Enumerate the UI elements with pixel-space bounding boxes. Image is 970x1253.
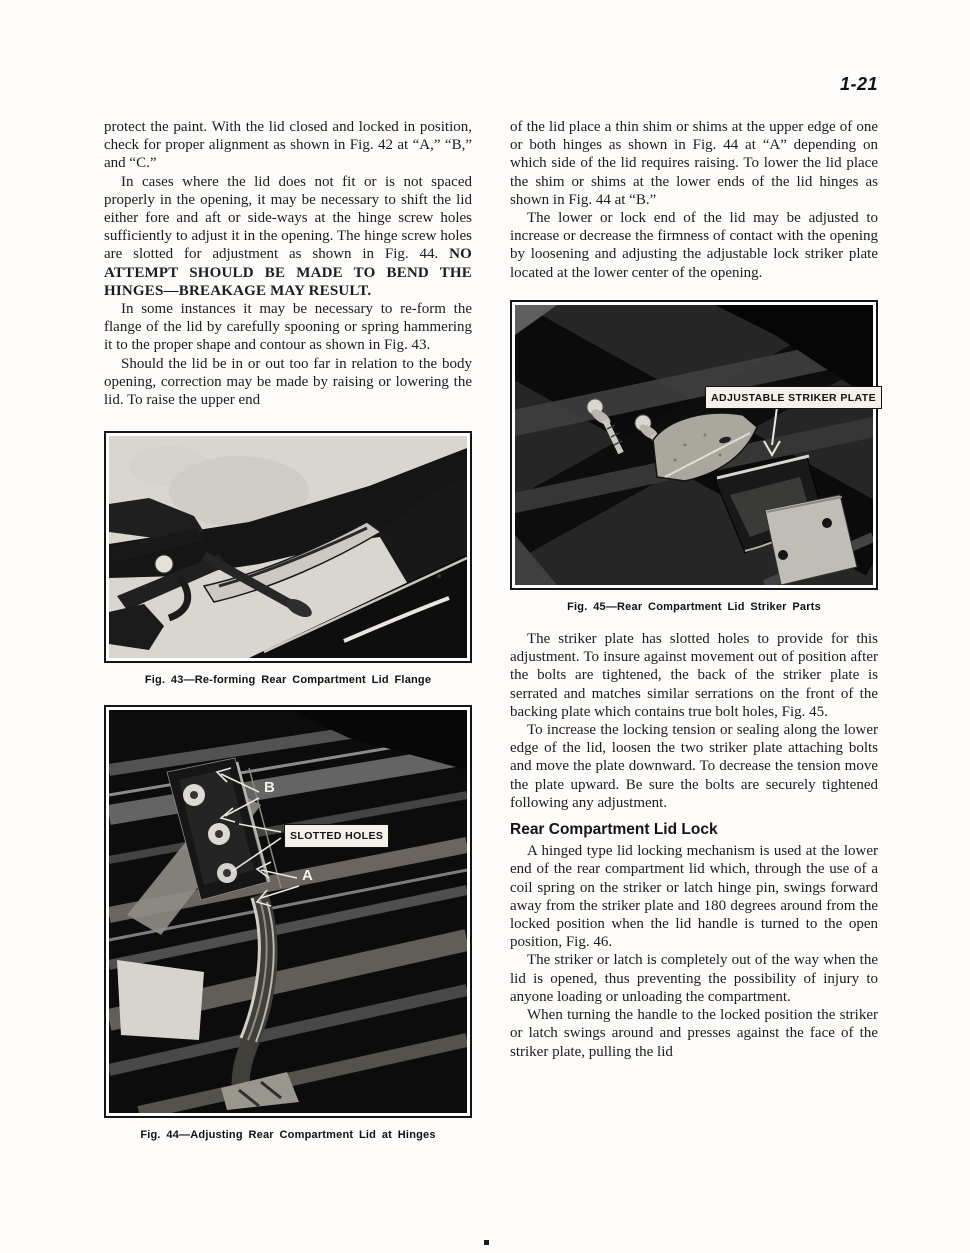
- warning-text: NO ATTEMPT SHOULD BE MADE TO BEND THE HINGES—BREAKAGE MAY RESULT.: [104, 246, 472, 299]
- figure-45-caption: Fig. 45—Rear Compartment Lid Striker Parts: [567, 600, 821, 613]
- scan-artifact-dot: [484, 1240, 489, 1245]
- figure-44-label-a: A: [302, 867, 314, 885]
- paragraph: Should the lid be in or out too far in relation to the body opening, correction may be made by raising or lowering the lid. To raise the upper end: [104, 355, 472, 409]
- paragraph: The lower or lock end of the lid may be adjusted to increase or decrease the firmness of contact with the opening by loosening and adjusting the adjustable lock striker plate located at the lower center of the opening.: [510, 210, 878, 281]
- figure-43-art: [109, 436, 467, 658]
- figure-45-photo: [510, 300, 878, 590]
- figure-44-label-b: B: [264, 779, 276, 797]
- figure-43-caption: Fig. 43—Re-forming Rear Compartment Lid Flange: [144, 674, 432, 687]
- figure-44-label-slotted-holes: SLOTTED HOLES: [284, 824, 389, 847]
- paragraph: The striker or latch is completely out of the way when the lid is opened, thus preventing the possibility of injury to anyone loading or unloading the compartment.: [510, 952, 878, 1005]
- paragraph: A hinged type lid locking mechanism is used at the lower end of the rear compartment lid which, through the use of a coil spring on the striker or latch hinge pin, swings forward away from the striker plate and 180 degrees around from the locked position when the lid handle is turned to the open position, Fig. 46.: [510, 843, 878, 951]
- left-column: [104, 118, 472, 1145]
- paragraph: [104, 173, 472, 300]
- paragraph: of the lid place a thin shim or shims at the upper edge of one or both hinges as shown in Fig. 44 at “A” depending on which side of the lid requires raising. To lower the lid place the shim or shims at the lower ends of the lid hinges as shown in Fig. 44 at “B.”: [510, 119, 878, 208]
- section-heading: Rear Compartment Lid Lock: [510, 821, 718, 839]
- paragraph: In some instances it may be necessary to re-form the flange of the lid by carefully spooning or spring hammering it to the proper shape and contour as shown in Fig. 43.: [104, 301, 472, 354]
- figure-44-photo: [104, 705, 472, 1118]
- figure-44-art: [109, 710, 467, 1113]
- figure-43-photo: [104, 431, 472, 663]
- paragraph: When turning the handle to the locked position the striker or latch swings around and presses against the face of the striker plate, pulling the lid: [510, 1007, 878, 1060]
- paragraph: To increase the locking tension or sealing along the lower edge of the lid, loosen the two striker plate attaching bolts and move the plate downward. To decrease the tension move the plate upward. Be sure the bolts are securely tightened following any adjustment.: [510, 722, 878, 811]
- figure-44-caption: Fig. 44—Adjusting Rear Compartment Lid at Hinges: [140, 1129, 436, 1142]
- figure-45-label-adjustable-striker-plate: ADJUSTABLE STRIKER PLATE: [705, 386, 882, 409]
- paragraph: The striker plate has slotted holes to provide for this adjustment. To insure against movement out of position after the bolts are tightened, the back of the striker plate is serrated and matches similar serrations on the front of the backing plate which contains true bolt holes, Fig. 45.: [510, 631, 878, 720]
- paragraph: protect the paint. With the lid closed and locked in position, check for proper alignment as shown in Fig. 42 at “A,” “B,” and “C.”: [104, 119, 472, 172]
- right-column: [510, 118, 878, 1061]
- bright-region: [117, 960, 204, 1040]
- page-number: 1-21: [840, 74, 879, 94]
- figure-45-art: [515, 305, 873, 585]
- paragraph-text: In cases where the lid does not fit or is not spaced properly in the opening, it may be necessary to shift the lid either fore and aft or side-ways at the hinge screw holes sufficiently to adjust it in the opening. The hinge screw holes are slotted for adjustment as shown in Fig. 44.: [104, 173, 472, 263]
